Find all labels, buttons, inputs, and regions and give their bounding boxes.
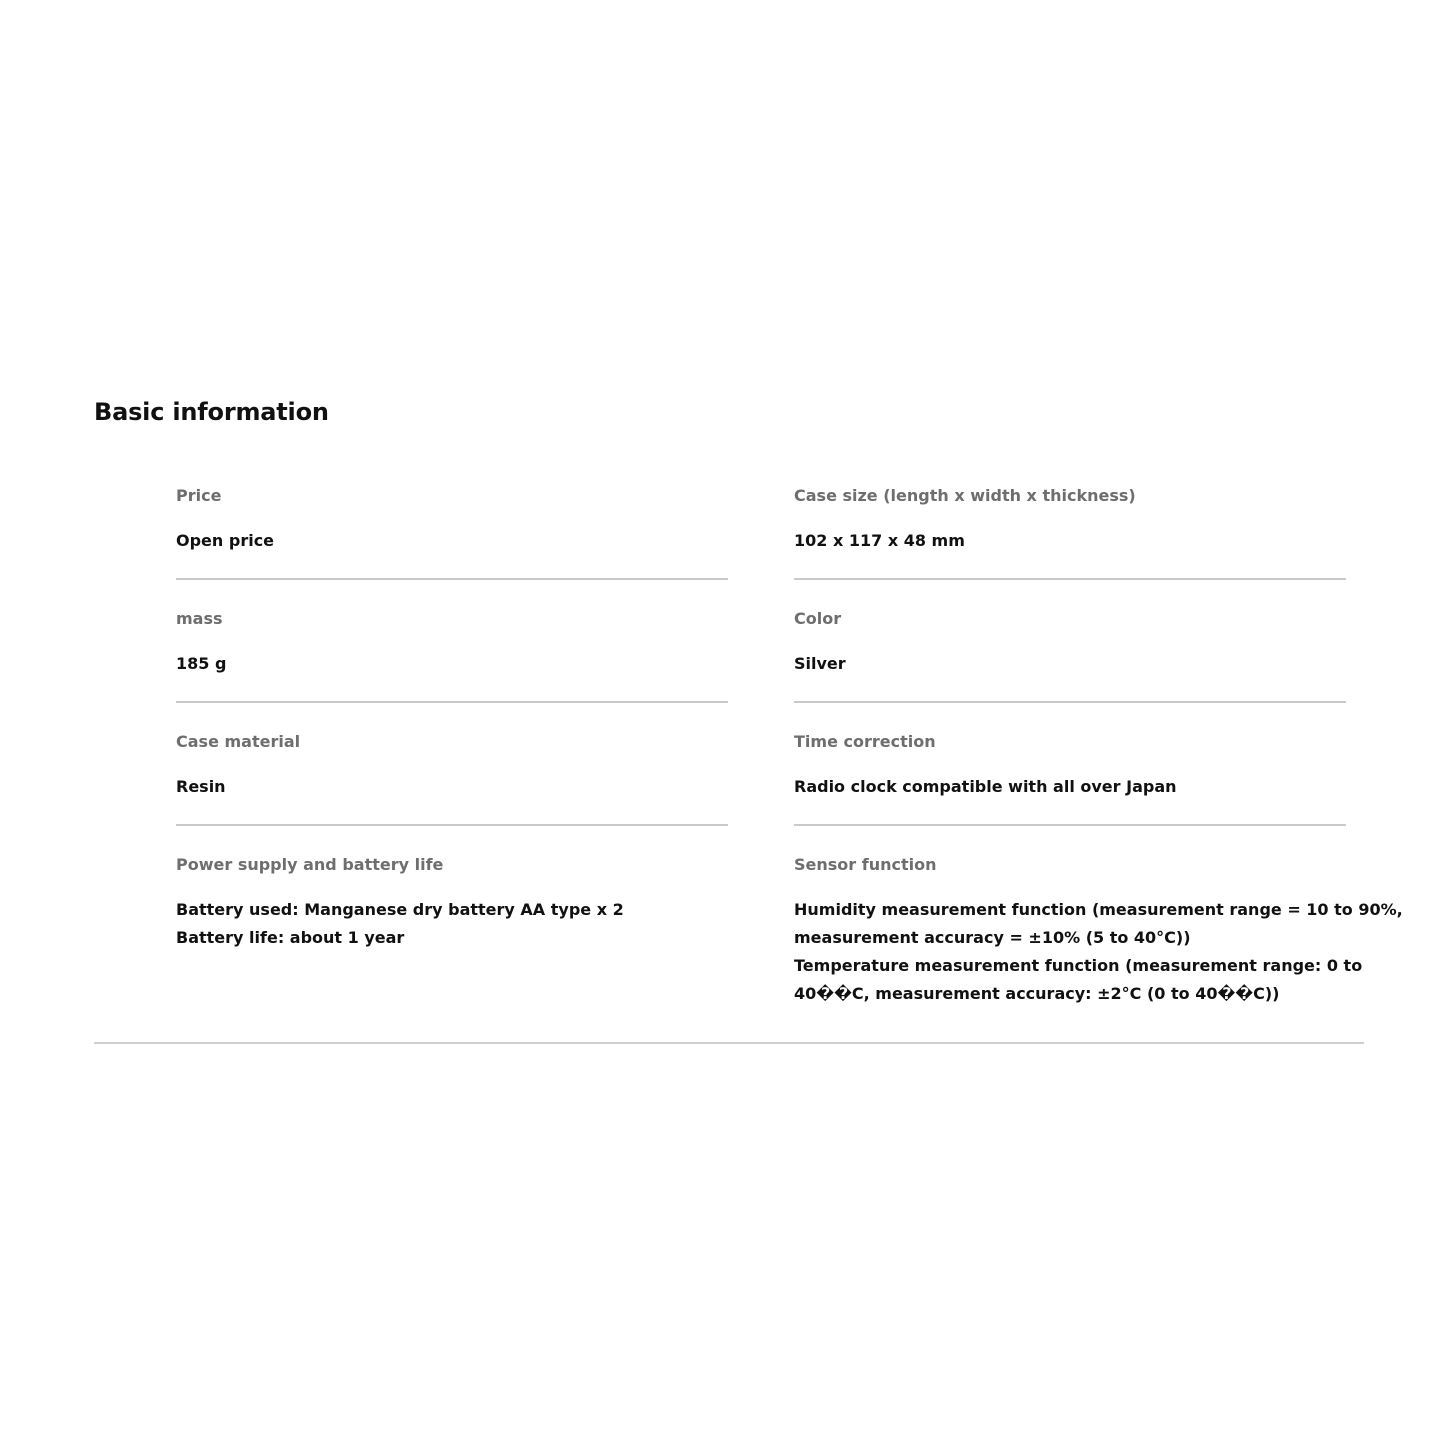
spec-column-right	[794, 480, 1403, 1003]
spec-value-line: Radio clock compatible with all over Japan	[794, 777, 1177, 796]
spec-value	[794, 773, 1177, 801]
spec-time-correction	[794, 726, 1346, 849]
spec-value	[176, 527, 274, 555]
spec-label: Sensor function	[794, 855, 937, 874]
section-divider	[94, 1042, 1364, 1044]
spec-value	[794, 527, 965, 555]
spec-case-material	[176, 726, 728, 849]
spec-label: Case material	[176, 732, 301, 751]
spec-label: Time correction	[794, 732, 936, 751]
spec-value	[794, 896, 1403, 1008]
spec-label: Case size (length x width x thickness)	[794, 486, 1136, 505]
spec-value-line: 185 g	[176, 654, 227, 673]
spec-value-line: Resin	[176, 777, 226, 796]
spec-value-line: 102 x 117 x 48 mm	[794, 531, 965, 550]
spec-label: Power supply and battery life	[176, 855, 444, 874]
section-title: Basic information	[94, 398, 329, 426]
spec-value-line: Temperature measurement function (measurement range: 0 to	[794, 956, 1363, 975]
spec-value	[176, 896, 624, 952]
spec-label: mass	[176, 609, 223, 628]
spec-value-line: Humidity measurement function (measurement range = 10 to 90%,	[794, 900, 1403, 919]
basic-information-section	[94, 392, 1403, 1003]
spec-color	[794, 603, 1346, 726]
spec-value-line: Silver	[794, 654, 846, 673]
spec-mass	[176, 603, 728, 726]
spec-column-left	[176, 480, 728, 947]
spec-label: Color	[794, 609, 842, 628]
spec-value	[176, 773, 226, 801]
spec-value-line: measurement accuracy = ±10% (5 to 40°C))	[794, 928, 1191, 947]
spec-case-size	[794, 480, 1346, 603]
spec-price	[176, 480, 728, 603]
spec-value-line: 40��C, measurement accuracy: ±2°C (0 to 40��C))	[794, 984, 1280, 1003]
spec-value-line: Battery life: about 1 year	[176, 928, 405, 947]
spec-value-line: Battery used: Manganese dry battery AA type x 2	[176, 900, 624, 919]
spec-value	[176, 650, 226, 678]
spec-label: Price	[176, 486, 222, 505]
spec-value	[794, 650, 846, 678]
spec-value-line: Open price	[176, 531, 275, 550]
